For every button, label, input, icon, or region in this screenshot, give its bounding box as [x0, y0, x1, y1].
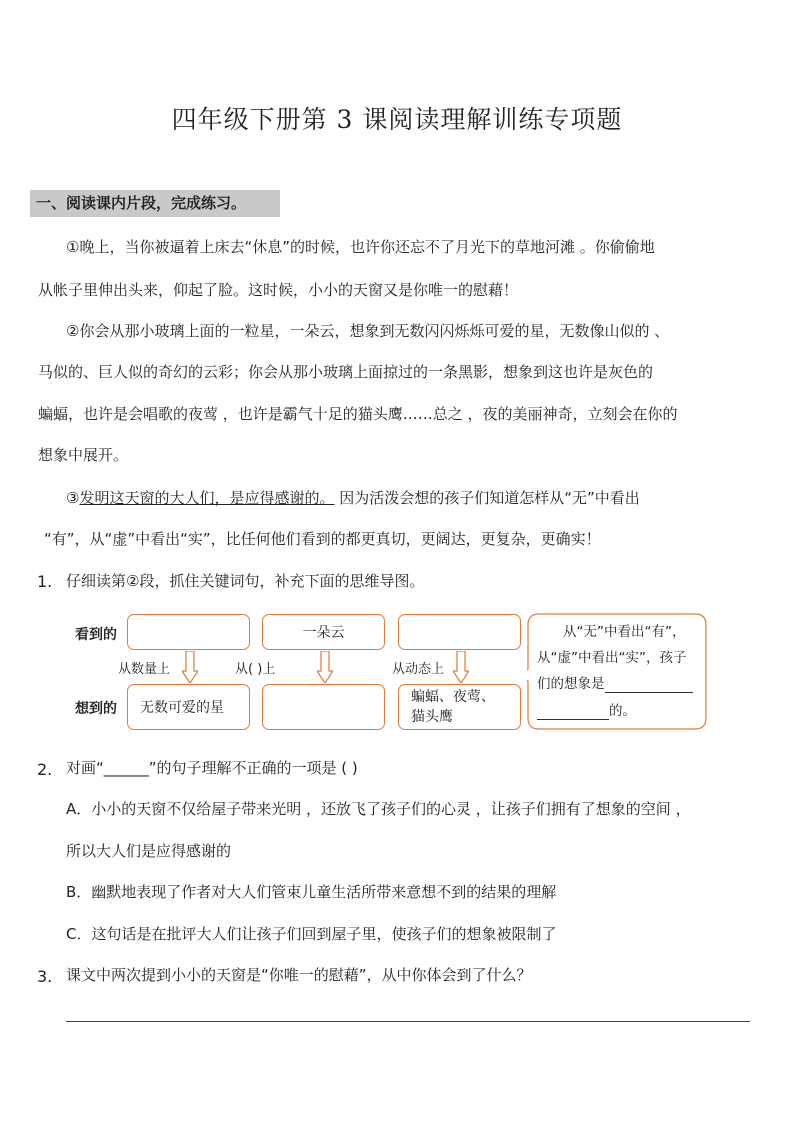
row-label-imagined: 想到的 [75, 701, 117, 717]
para2-line3: 蝙蝠，也许是会唱歌的夜莺 ，也许是霸气十足的猫头鹰……总之 ，夜的美丽神奇，立刻会在你的 [38, 405, 678, 423]
down-arrow-icon [182, 651, 198, 683]
q2-option-b[interactable]: B．幽默地表现了作者对大人们管束儿童生活所带来意想不到的结果的理解 [66, 883, 557, 901]
q2-option-a-line2: 所以大人们是应得感谢的 [66, 842, 232, 860]
para1-line2: 从帐子里伸出头来，仰起了脸。这时候，小小的天窗又是你唯一的慰藉！ [38, 281, 519, 299]
underlined-sentence: 发明这天窗的大人们，是应得感谢的。 [79, 489, 335, 507]
q2-option-c[interactable]: C．这句话是在批评大人们让孩子们回到屋子里，使孩子们的想象被限制了 [66, 925, 557, 943]
callout-blank-2[interactable] [537, 703, 609, 720]
q1-text: 仔细读第②段，抓住关键词句，补充下面的思维导图。 [66, 572, 425, 590]
imagined-box-3-line2: 猫头鹰 [411, 709, 453, 725]
down-arrow-icon [453, 651, 469, 683]
q1-number: 1. [37, 572, 53, 591]
para3-line2: “有”，从“虚”中看出“实”，比任何他们看到的都更真切，更阔达，更复杂，更确实！ [44, 530, 601, 548]
seen-box-2: 一朵云 [262, 614, 385, 650]
callout-line3 [537, 672, 693, 693]
q2-option-a-line1[interactable]: A．小小的天窗不仅给屋子带来光明 ，还放飞了孩子们的心灵 ，让孩子们拥有了想象的空间 ， [66, 800, 691, 818]
callout-line1: 从“无”中看出“有”， [563, 624, 686, 640]
dim-label-blank[interactable]: 从( )上 [235, 662, 276, 677]
q2-text: 对画“______”的句子理解不正确的一项是 ( ) [66, 759, 358, 777]
imagined-box-2-blank[interactable] [262, 684, 385, 730]
imagined-box-3 [398, 684, 521, 730]
q3-number: 3. [37, 967, 53, 986]
para1-line1: ①晚上，当你被逼着上床去“休息”的时候，也许你还忘不了月光下的草地河滩 。你偷偷地 [66, 238, 655, 256]
down-arrow-icon [317, 651, 333, 683]
para2-line4: 想象中展开。 [38, 446, 129, 464]
seen-box-3-blank[interactable] [398, 614, 521, 650]
callout-line4 [537, 699, 636, 720]
callout-line4-text: 的。 [609, 703, 636, 719]
page-title: 四年级下册第 3 课阅读理解训练专项题 [171, 105, 623, 134]
para3-rest: 因为活泼会想的孩子们知道怎样从“无”中看出 [334, 489, 640, 507]
callout-blank-1[interactable] [605, 676, 693, 693]
callout-line2: 从“虚”中看出“实”，孩子 [537, 650, 687, 666]
para2-line2: 马似的、巨人似的奇幻的云彩；你会从那小玻璃上面掠过的一条黑影，想象到这也许是灰色的 [38, 363, 654, 381]
q3-answer-line[interactable] [66, 1021, 750, 1022]
section-heading: 一、阅读课内片段，完成练习。 [30, 190, 280, 217]
dim-label-motion: 从动态上 [392, 662, 445, 677]
row-label-seen: 看到的 [75, 627, 117, 643]
imagined-box-1: 无数可爱的星 [127, 684, 250, 730]
q2-number: 2. [37, 760, 53, 779]
q3-text: 课文中两次提到小小的天窗是“你唯一的慰藉”，从中你体会到了什么？ [66, 966, 532, 984]
dim-label-quantity: 从数量上 [118, 662, 171, 677]
para2-line1: ②你会从那小玻璃上面的一粒星，一朵云，想象到无数闪闪烁烁可爱的星，无数像山似的 、 [66, 322, 670, 340]
seen-box-1-blank[interactable] [127, 614, 250, 650]
callout-line3-text: 们的想象是 [537, 676, 605, 692]
imagined-box-3-line1: 蝙蝠、夜莺、 [411, 689, 495, 705]
para3-prefix: ③ [66, 489, 80, 507]
para3-line1 [66, 487, 640, 508]
